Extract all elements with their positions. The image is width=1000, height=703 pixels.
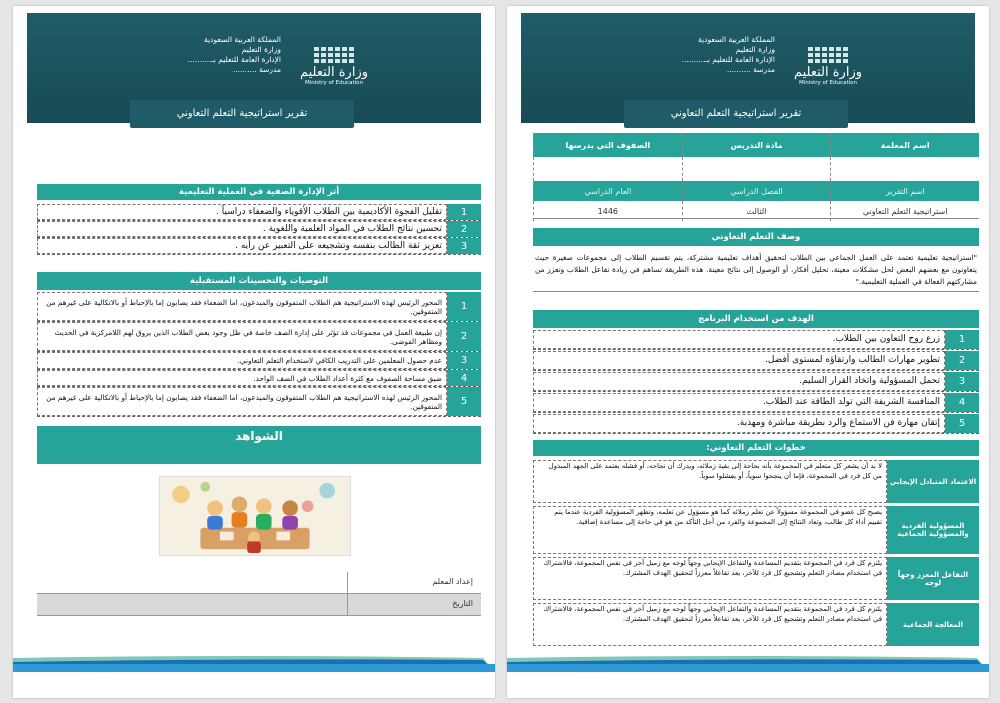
subject-cell[interactable] <box>682 157 831 181</box>
report-name-header: اسم التقرير <box>830 181 979 201</box>
list-item <box>37 204 481 221</box>
teacher-field[interactable] <box>37 572 347 593</box>
report-page-left <box>13 6 495 698</box>
date-field[interactable] <box>37 594 347 615</box>
kingdom-line: المملكة العربية السعودية <box>204 35 281 44</box>
recommendations-list <box>37 292 481 417</box>
logo-english: Ministry of Education <box>798 80 857 86</box>
item-text: تطوير مهارات الطالب وارتقاؤه لمستوى أفضل. <box>533 351 945 370</box>
list-item <box>37 292 481 322</box>
date-label: التاريخ <box>347 594 481 615</box>
list-item <box>533 414 979 434</box>
step-text: يلتزم كل فرد في المجموعة بتقديم المساعدة والتفاعل الإيجابي وجهاً لوجه مع زميل آخر في نفس المجموعة، فالاشتراك في استخدام مصادر التعلم وتشجيع كل فرد للآخر، يعد تفاعلاً معززاً لتحقيق الهدف المشترك. <box>533 603 887 646</box>
sig-row-teacher <box>37 572 481 594</box>
list-item <box>37 322 481 352</box>
step-text: يصبح كل عضو في المجموعة مسؤولاً عن تعلم زملائه كما هو مسؤول عن تعلمه، وتظهر المسؤولية الفردية عندما يتم تقييم أداء كل طالب، وتعاد النتائج إلى المجموعة والفرد من أجل التأكد من هو في حاجة إلى مساعدة إضافية. <box>533 506 887 554</box>
header-text <box>625 35 775 75</box>
footer-wave <box>13 650 495 672</box>
item-text: تقليل الفجوة الأكاديمية بين الطلاب الأقوياء والضعفاء دراسياً . <box>37 204 447 220</box>
step-row <box>533 506 979 554</box>
report-title: تقرير استراتيجية التعلم التعاوني <box>624 100 848 128</box>
ministry-logo <box>289 47 379 101</box>
year-value: 1446 <box>533 201 682 221</box>
item-text: المحور الرئيس لهذه الاستراتيجية هم الطلاب المتفوقون والمبدعون، اما الضعفاء فقد يصابون إما بالإحباط أو بالاتكالية على غيرهم من المتفوقين. <box>37 292 447 321</box>
recommendations-heading: التوصيات والتحسينات المستقبلية <box>37 272 481 290</box>
item-text: المحور الرئيس لهذه الاستراتيجية هم الطلاب المتفوقون والمبدعون، اما الضعفاء فقد يصابون إما بالإحباط أو بالاتكالية على غيرهم من المتفوقين. <box>37 387 447 416</box>
logo-english: Ministry of Education <box>304 80 363 86</box>
info-header-row-2 <box>533 181 979 201</box>
item-number: 1 <box>447 204 481 220</box>
list-item <box>533 351 979 371</box>
step-label: المعالجة الجماعية <box>887 603 979 646</box>
list-item <box>37 221 481 238</box>
logo-dots-icon <box>289 47 379 63</box>
item-text: تعزيز ثقة الطالب بنفسه وتشجيعه على التعبير عن رأيه . <box>37 238 447 254</box>
report-page-right <box>507 6 989 698</box>
item-number: 5 <box>945 414 979 433</box>
info-header-row <box>533 133 979 157</box>
ministry-logo <box>783 47 873 101</box>
step-label: التفاعل المعزز وجهاً لوجه <box>887 557 979 600</box>
description-text: "استراتيجية تعليمية تعتمد على العمل الجماعي بين الطلاب لتحقيق أهداف تعليمية مشتركة، يتم تقسيم الطلاب إلى مجموعات صغيرة حيث يتعاونون مع بعضهم البعض لحل مشكلات معينة، تحليل أفكار، أو الوصول إلى نتائج معينة. هذه الطريقة تساهم في زيادة تفاعل الطلاب وتعزز من مشاركتهم الفعالة في العملية التعليمية." <box>533 249 979 292</box>
teacher-name-header: اسم المعلمة <box>830 133 979 157</box>
list-item <box>37 352 481 370</box>
step-row <box>533 460 979 503</box>
item-number: 5 <box>447 387 481 416</box>
step-row <box>533 557 979 600</box>
list-item <box>37 387 481 417</box>
goals-list <box>533 330 979 434</box>
item-number: 3 <box>945 372 979 391</box>
step-text: لا بد أن يشعر كل متعلم في المجموعة بأنه بحاجة إلى بقية زملائه، ويدرك أن نجاحه، أو فشله يعتمد على الجهد المبذول من كل فرد في المجموعة، فإما أن ينجحوا سوياً، أو يفشلوا سوياً. <box>533 460 887 503</box>
list-item <box>533 330 979 350</box>
step-label: الاعتماد المتبادل الإيجابي <box>887 460 979 503</box>
year-header: العام الدراسي <box>533 181 682 201</box>
item-text: تحمل المسؤولية واتخاذ القرار السليم. <box>533 372 945 391</box>
kingdom-line: المملكة العربية السعودية <box>698 35 775 44</box>
item-number: 2 <box>447 221 481 237</box>
description-heading: وصف التعلم التعاوني <box>533 228 979 246</box>
list-item <box>37 238 481 255</box>
list-item <box>37 370 481 387</box>
semester-value: الثالث <box>682 201 831 221</box>
impact-list <box>37 204 481 255</box>
step-text: يلتزم كل فرد في المجموعة بتقديم المساعدة والتفاعل الإيجابي وجهاً لوجه مع زميل آخر في نفس المجموعة، فالاشتراك في استخدام مصادر التعلم وتشجيع كل فرد للآخر، يعد تفاعلاً معززاً لتحقيق الهدف المشترك. <box>533 557 887 600</box>
impact-heading: أثر الإدارة الصفية في العملية التعليمية <box>37 184 481 200</box>
logo-arabic: وزارة التعليم <box>793 65 863 80</box>
item-text: تحسين نتائج الطلاب في المواد العلمية واللغوية . <box>37 221 447 237</box>
item-text: المنافسة الشريفة التي تولد الطاقة عند الطلاب. <box>533 393 945 412</box>
item-number: 2 <box>945 351 979 370</box>
item-text: ضيق مساحة الصفوف مع كثرة أعداد الطلاب في الصف الواحد. <box>37 370 447 386</box>
steps-list <box>533 460 979 649</box>
item-text: إن طبيعة العمل في مجموعات قد تؤثر على إدارة الصف خاصة في ظل وجود بعض الطلاب الذين يروق لهم اللامركزية في الحديث ومظاهر الفوضى. <box>37 322 447 351</box>
ministry-line: وزارة التعليم <box>735 45 775 54</box>
item-number: 3 <box>447 352 481 369</box>
administration-line: الإدارة العامة للتعليم بـ.......... <box>187 55 281 64</box>
info-value-row-2 <box>533 201 979 219</box>
list-item <box>533 393 979 413</box>
semester-header: الفصل الدراسي <box>682 181 831 201</box>
item-number: 4 <box>447 370 481 386</box>
header-text <box>131 35 281 75</box>
ministry-line: وزارة التعليم <box>241 45 281 54</box>
teacher-name-cell[interactable] <box>830 157 979 181</box>
item-text: عدم حصول المعلمين على التدريب الكافي لاستخدام التعلم التعاوني. <box>37 352 447 369</box>
footer-wave <box>507 650 989 672</box>
step-label: المسؤولية الفردية والمسؤولية الجماعية <box>887 506 979 554</box>
administration-line: الإدارة العامة للتعليم بـ.......... <box>681 55 775 64</box>
grades-cell[interactable] <box>533 157 682 181</box>
signature-table <box>37 572 481 616</box>
sig-row-date <box>37 594 481 616</box>
item-text: إتقان مهارة فن الاستماع والرد بطريقة مباشرة ومهذبة. <box>533 414 945 433</box>
logo-arabic: وزارة التعليم <box>299 65 369 80</box>
report-title: تقرير استراتيجية التعلم التعاوني <box>130 100 354 128</box>
info-table <box>533 133 979 219</box>
evidence-heading: الشواهد <box>37 426 481 464</box>
subject-header: مادة التدريس <box>682 133 831 157</box>
item-number: 1 <box>945 330 979 349</box>
info-value-row <box>533 157 979 181</box>
item-text: زرع روح التعاون بين الطلاب. <box>533 330 945 349</box>
school-line: مدرسة .......... <box>232 65 281 74</box>
item-number: 4 <box>945 393 979 412</box>
list-item <box>533 372 979 392</box>
logo-dots-icon <box>783 47 873 63</box>
report-name-value: استراتيجية التعلم التعاوني <box>830 201 979 221</box>
step-row <box>533 603 979 646</box>
grades-header: الصفوف التي يدرسها <box>533 133 682 157</box>
steps-heading: خطوات التعلم التعاوني: <box>533 440 979 456</box>
item-number: 3 <box>447 238 481 254</box>
goals-heading: الهدف من استخدام البرنامج <box>533 310 979 328</box>
item-number: 1 <box>447 292 481 321</box>
school-line: مدرسة .......... <box>726 65 775 74</box>
item-number: 2 <box>447 322 481 351</box>
teacher-label: إعداد المعلم <box>347 572 481 593</box>
classroom-illustration <box>159 476 351 556</box>
